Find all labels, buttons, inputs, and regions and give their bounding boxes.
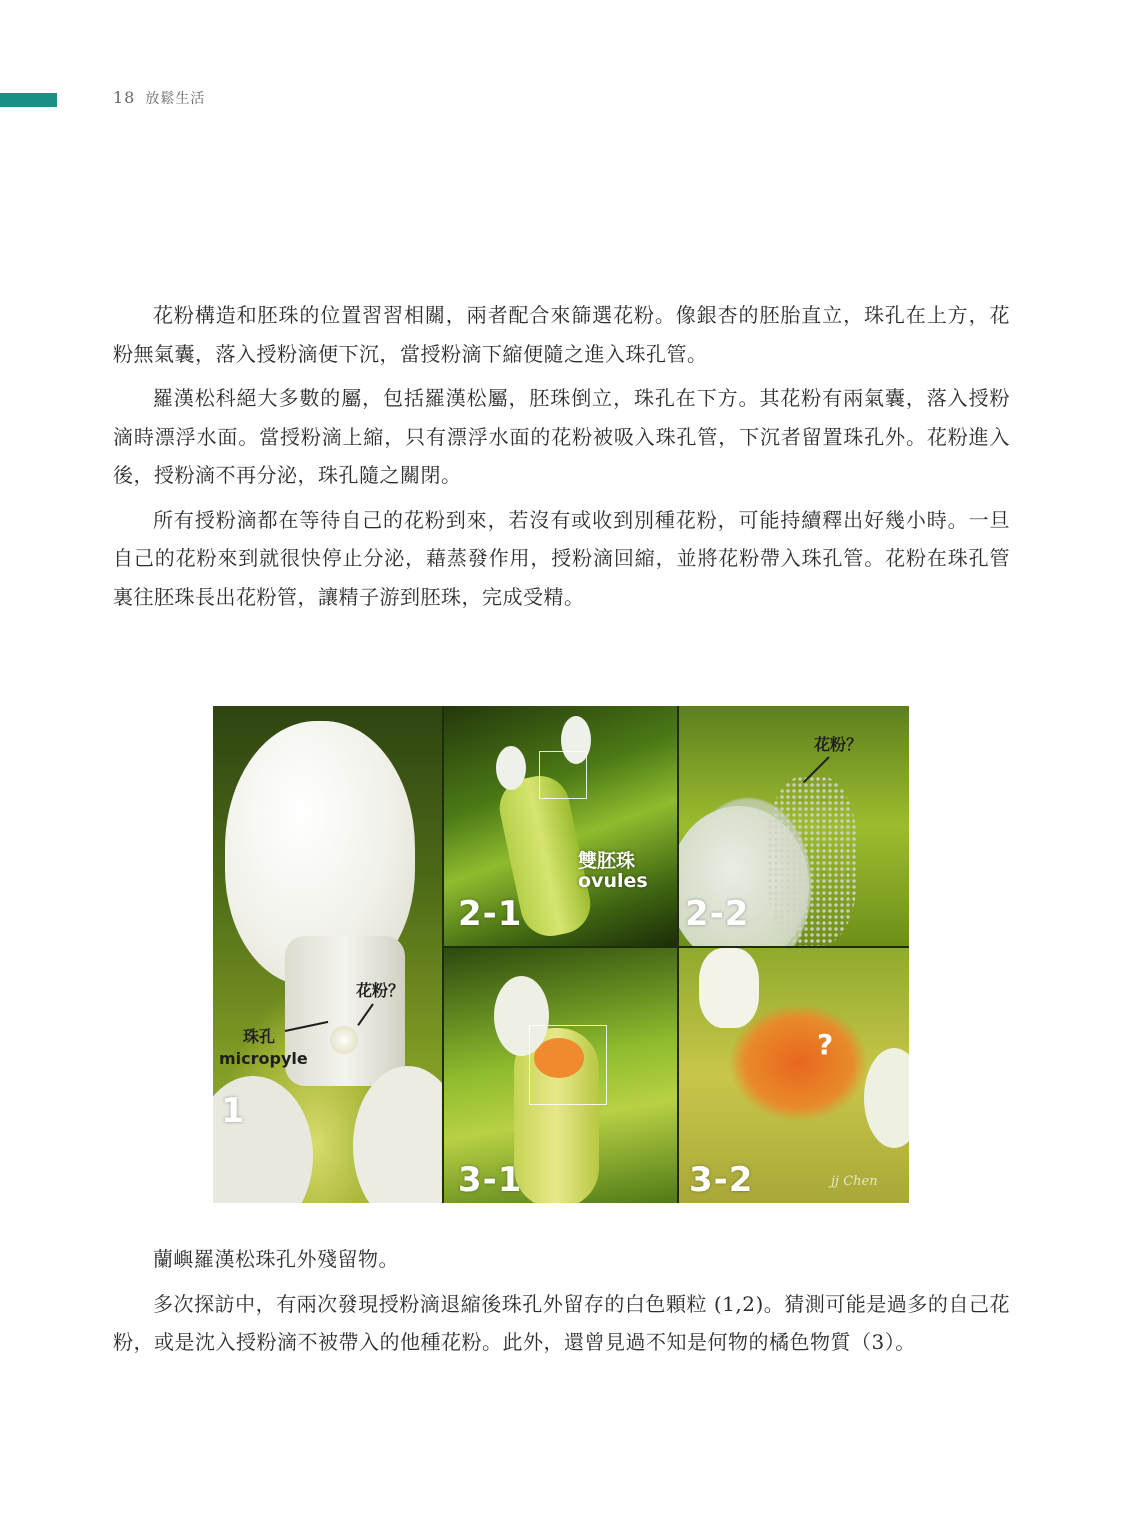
figure-caption — [113, 1240, 1010, 1368]
micropyle-label-zh: 珠孔 — [243, 1027, 276, 1046]
caption-title: 蘭嶼羅漢松珠孔外殘留物。 — [153, 1247, 399, 1271]
zoom-box — [529, 1025, 607, 1105]
photo-panel-2-2 — [679, 706, 909, 946]
panel-number-3-2: 3-2 — [689, 1160, 754, 1200]
running-header — [113, 88, 205, 108]
micropyle-label-en: micropyle — [219, 1049, 308, 1068]
photo-panel-1 — [213, 706, 442, 1203]
zoom-box — [539, 751, 587, 799]
pollen-grains — [767, 776, 857, 946]
ovule-bud — [699, 948, 759, 1028]
photo-panel-3-2 — [679, 948, 909, 1203]
scale-leaf-right — [353, 1066, 442, 1203]
photographer-signature: jj Chen — [831, 1174, 878, 1189]
ovule-bud — [496, 746, 526, 790]
caption-text: 多次探訪中，有兩次發現授粉滴退縮後珠孔外留存的白色顆粒 (1,2)。猜測可能是過多的自己花粉，或是沈入授粉滴不被帶入的他種花粉。此外，還曾見過不知是何物的橘色物質（3）。 — [113, 1291, 1010, 1354]
page-number: 18 — [113, 88, 136, 107]
ovules-label-zh: 雙胚珠 — [578, 850, 636, 872]
photo-figure — [213, 706, 909, 1203]
paragraph-2: 羅漢松科絕大多數的屬，包括羅漢松屬，胚珠倒立，珠孔在下方。其花粉有兩氣囊，落入授粉滴時漂浮水面。當授粉滴上縮，只有漂浮水面的花粉被吸入珠孔管，下沉者留置珠孔外。花粉進入後，授粉滴不再分泌，珠孔隨之關閉。 — [113, 386, 1010, 487]
photo-panel-3-1 — [444, 948, 677, 1203]
pollen-label: 花粉？ — [356, 981, 405, 1000]
panel-number-2-2: 2-2 — [685, 894, 750, 934]
pollen-grains — [330, 1026, 358, 1054]
section-title: 放鬆生活 — [145, 91, 206, 107]
panel-number-1: 1 — [221, 1091, 246, 1131]
panel-number-3-1: 3-1 — [458, 1160, 523, 1200]
paragraph-3: 所有授粉滴都在等待自己的花粉到來，若沒有或收到別種花粉，可能持續釋出好幾小時。一旦自己的花粉來到就很快停止分泌，藉蒸發作用，授粉滴回縮，並將花粉帶入珠孔管。花粉在珠孔管裏往胚珠長出花粉管，讓精子游到胚珠，完成受精。 — [113, 507, 1010, 609]
panel-number-2-1: 2-1 — [458, 894, 523, 934]
ovules-label-en: ovules — [578, 870, 648, 892]
pollen-label: 花粉？ — [814, 735, 863, 754]
paragraph-1: 花粉構造和胚珠的位置習習相關，兩者配合來篩選花粉。像銀杏的胚胎直立，珠孔在上方，花粉無氣囊，落入授粉滴便下沉，當授粉滴下縮便隨之進入珠孔管。 — [113, 303, 1010, 366]
header-accent-bar — [0, 93, 57, 107]
scale-leaf — [864, 1048, 909, 1148]
question-mark: ? — [817, 1028, 834, 1061]
body-text — [113, 296, 1010, 622]
photo-panel-2-1 — [444, 706, 677, 946]
